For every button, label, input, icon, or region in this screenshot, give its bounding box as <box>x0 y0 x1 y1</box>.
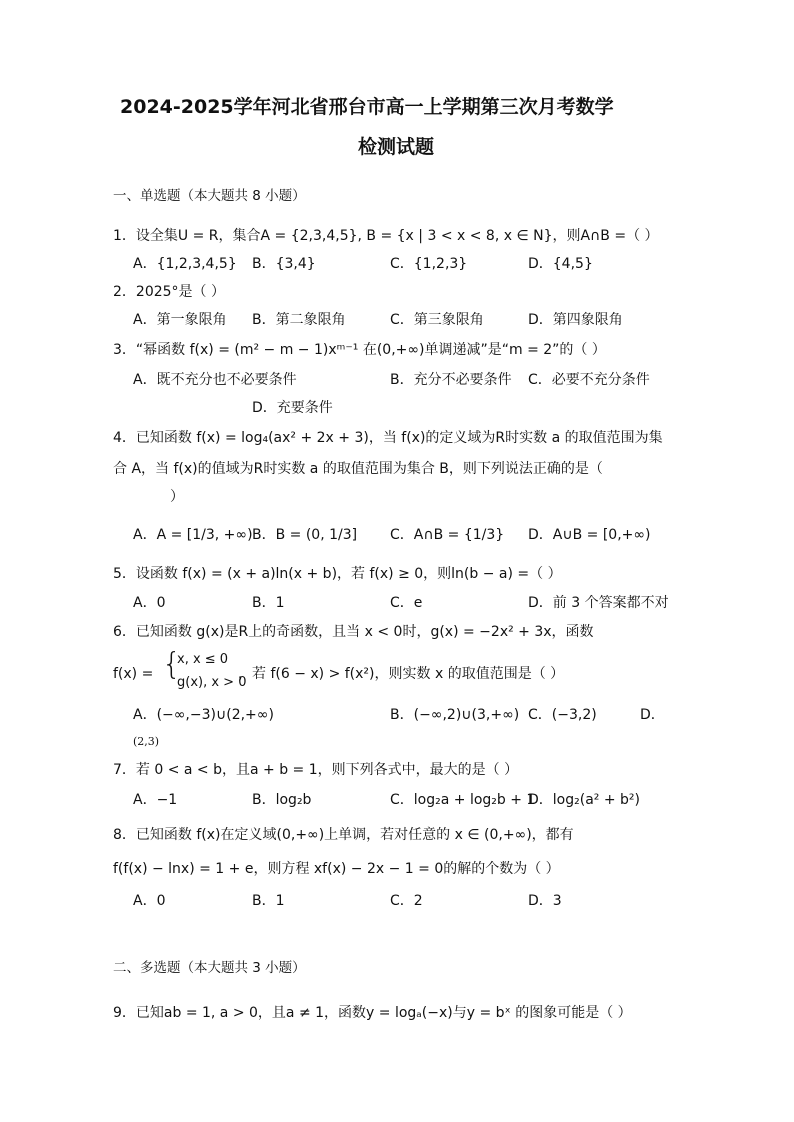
q5-option-d: D．前 3 个答案都不对 <box>528 595 669 611</box>
q6-piecewise-top: x, x ≤ 0 <box>177 652 229 667</box>
q4-option-d: D．A∪B = [0,+∞) <box>528 527 651 543</box>
q5-option-a: A．0 <box>133 595 166 611</box>
question-2: 2．2025°是（ ） <box>113 284 225 300</box>
page-subtitle: 检测试题 <box>358 136 435 158</box>
q8-option-b: B．1 <box>252 893 285 909</box>
q2-option-a: A．第一象限角 <box>133 312 227 328</box>
q6-option-d-value: (2,3) <box>133 735 160 748</box>
q7-option-a: A．−1 <box>133 792 178 808</box>
section-heading-multiple-choice: 二、多选题（本大题共 3 小题） <box>113 960 306 976</box>
question-3: 3．“幂函数 f(x) = (m² − m − 1)xᵐ⁻¹ 在(0,+∞)单调递减”是“m = 2”的（ ） <box>113 342 606 358</box>
q6-option-d: D． <box>640 707 665 723</box>
section-heading-single-choice: 一、单选题（本大题共 8 小题） <box>113 188 306 204</box>
question-4-line1: 4．已知函数 f(x) = log₄(ax² + 2x + 3)，当 f(x)的定义域为R时实数 a 的取值范围为集 <box>113 430 663 446</box>
q1-option-d: D．{4,5} <box>528 256 593 272</box>
q7-option-b: B．log₂b <box>252 792 312 808</box>
q3-option-a: A．既不充分也不必要条件 <box>133 372 297 388</box>
q3-option-b: B．充分不必要条件 <box>390 372 512 388</box>
q3-option-d: D．充要条件 <box>252 400 333 416</box>
question-7: 7．若 0 < a < b，且a + b = 1，则下列各式中，最大的是（ ） <box>113 762 519 778</box>
q8-option-c: C．2 <box>390 893 423 909</box>
q1-option-a: A．{1,2,3,4,5} <box>133 256 237 272</box>
q2-option-d: D．第四象限角 <box>528 312 623 328</box>
question-4-line2: 合 A，当 f(x)的值域为R时实数 a 的取值范围为集合 B，则下列说法正确的是（ <box>113 461 603 477</box>
question-6-line1: 6．已知函数 g(x)是R上的奇函数，且当 x < 0时，g(x) = −2x² + 3x，函数 <box>113 624 594 640</box>
q4-option-a: A．A = [1/3, +∞) <box>133 527 253 543</box>
q7-option-d: D．log₂(a² + b²) <box>528 792 640 808</box>
q6-piecewise-label: f(x) = <box>113 666 154 682</box>
q1-option-c: C．{1,2,3} <box>390 256 468 272</box>
q8-option-a: A．0 <box>133 893 166 909</box>
q5-option-b: B．1 <box>252 595 285 611</box>
page-title: 2024-2025学年河北省邢台市高一上学期第三次月考数学 <box>120 96 614 118</box>
q6-option-a: A．(−∞,−3)∪(2,+∞) <box>133 707 274 723</box>
q4-option-c: C．A∩B = {1/3} <box>390 527 505 543</box>
q7-option-c: C．log₂a + log₂b + 1 <box>390 792 536 808</box>
q1-option-b: B．{3,4} <box>252 256 316 272</box>
q6-option-b: B．(−∞,2)∪(3,+∞) <box>390 707 520 723</box>
question-8-line2: f(f(x) − lnx) = 1 + e，则方程 xf(x) − 2x − 1 = 0的解的个数为（ ） <box>113 861 560 877</box>
q6-option-c: C．(−3,2) <box>528 707 597 723</box>
q2-option-c: C．第三象限角 <box>390 312 484 328</box>
q3-option-c: C．必要不充分条件 <box>528 372 650 388</box>
question-5: 5．设函数 f(x) = (x + a)ln(x + b)，若 f(x) ≥ 0，则ln(b − a) =（ ） <box>113 566 562 582</box>
question-9: 9．已知ab = 1, a > 0，且a ≠ 1，函数y = logₐ(−x)与y = bˣ 的图象可能是（ ） <box>113 1005 632 1021</box>
q6-piecewise-brace: { <box>162 647 182 682</box>
q2-option-b: B．第二象限角 <box>252 312 346 328</box>
question-1: 1．设全集U = R，集合A = {2,3,4,5}, B = {x | 3 < x < 8, x ∈ N}，则A∩B =（ ） <box>113 228 659 244</box>
q6-piecewise-bottom: g(x), x > 0 <box>177 675 247 690</box>
question-8-line1: 8．已知函数 f(x)在定义域(0,+∞)上单调，若对任意的 x ∈ (0,+∞)，都有 <box>113 827 574 843</box>
q4-option-b: B．B = (0, 1/3] <box>252 527 358 543</box>
question-6-line2: ，若 f(6 − x) > f(x²)，则实数 x 的取值范围是（ ） <box>238 666 565 682</box>
q5-option-c: C．e <box>390 595 423 611</box>
q8-option-d: D．3 <box>528 893 562 909</box>
question-4-line3: ） <box>170 489 184 505</box>
